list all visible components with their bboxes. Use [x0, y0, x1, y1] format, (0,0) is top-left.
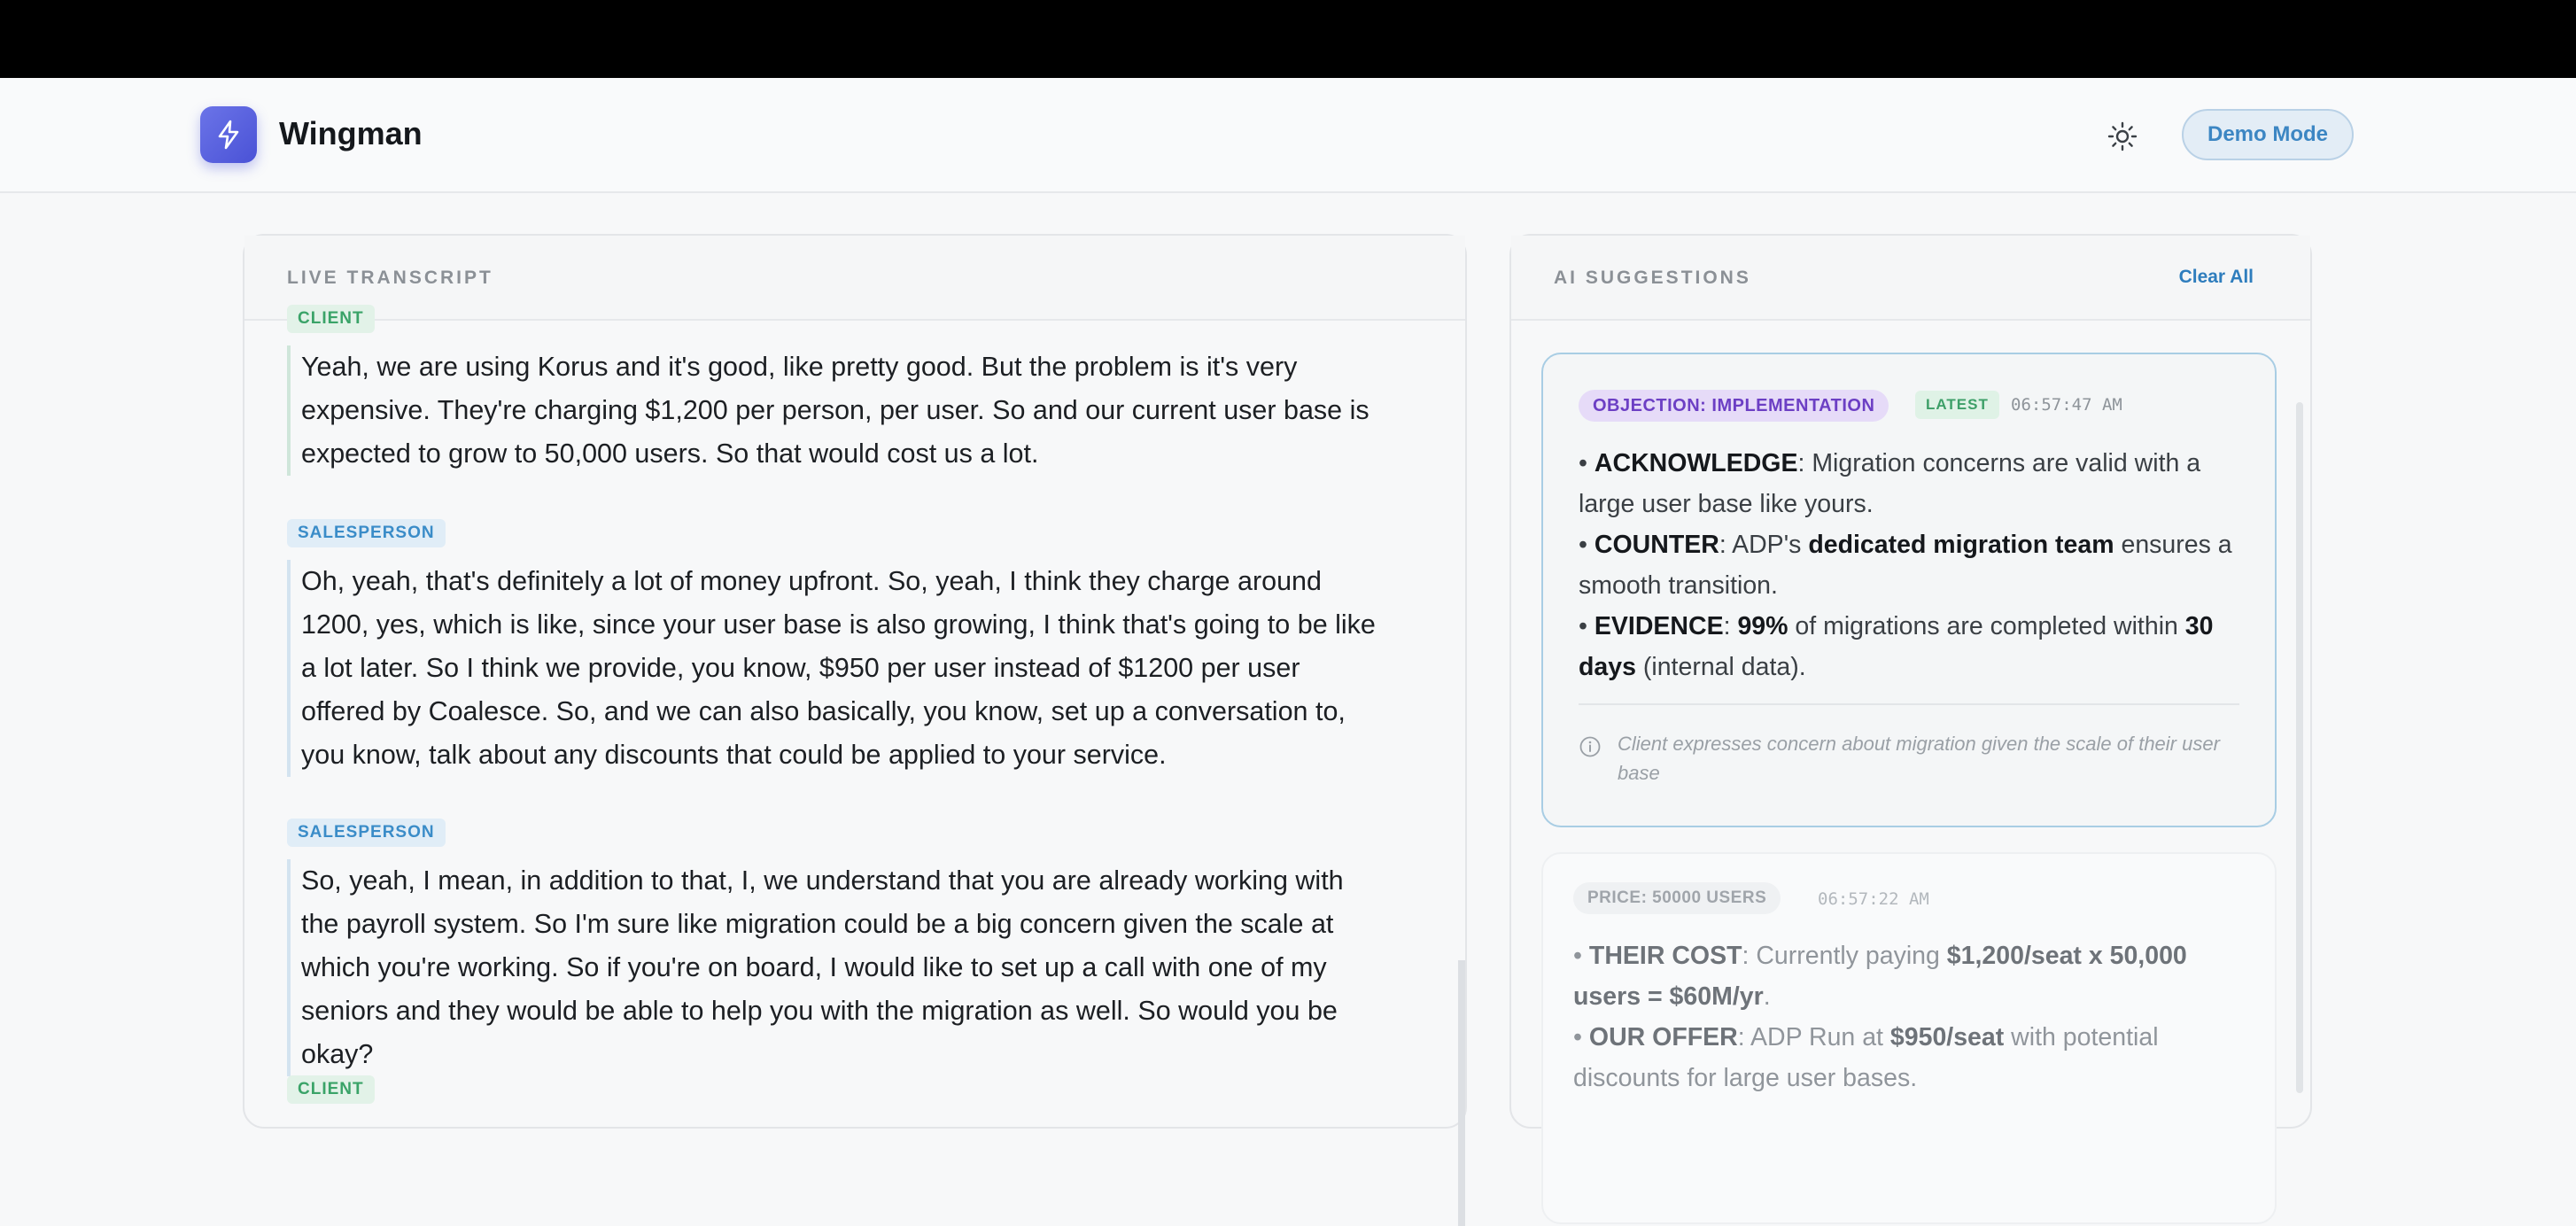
latest-badge: LATEST [1915, 391, 1999, 419]
bullet-their-cost: • THEIR COST: Currently paying $1,200/seat x 50,000 users = $60M/yr. [1573, 942, 2187, 1011]
bullet-our-offer: • OUR OFFER: ADP Run at $950/seat with potential discounts for large user bases. [1573, 1023, 2159, 1092]
suggestions-scroll-area[interactable] [1511, 322, 2310, 1127]
transcript-scroll-area[interactable] [244, 309, 1465, 1127]
speaker-badge-client: CLIENT [287, 1075, 375, 1104]
suggestion-timestamp: 06:57:22 AM [1818, 889, 1929, 909]
sun-icon [2107, 121, 2138, 151]
card-divider [1579, 703, 2239, 705]
live-transcript-panel [243, 234, 1467, 1129]
transcript-message: Yeah, we are using Korus and it's good, like pretty good. But the problem is it's very expensive. They're charging $1,200 per person, per user. So and our current user base is expected to grow to 50,000 users. So that would cost us a lot. [287, 345, 1385, 476]
bullet-evidence: • EVIDENCE: 99% of migrations are completed within 30 days (internal data). [1579, 612, 2214, 681]
suggestion-category-tag: OBJECTION: IMPLEMENTATION [1579, 390, 1889, 422]
transcript-scrollbar[interactable] [1458, 960, 1465, 1226]
ai-suggestions-panel [1509, 234, 2312, 1129]
suggestion-timestamp: 06:57:47 AM [2011, 395, 2122, 415]
suggestion-bullets [1573, 935, 2246, 1098]
speaker-badge-salesperson: SALESPERSON [287, 819, 446, 847]
top-black-bar [0, 0, 2576, 78]
speaker-badge-salesperson: SALESPERSON [287, 519, 446, 547]
transcript-message: So, yeah, I mean, in addition to that, I, we understand that you are already working with the payroll system. So I'm sure like migration could be a big concern given the scale at which you're working. So if you're on board, I would like to set up a call with one of my seniors and they would be able to help you with the migration as well. So would you be okay? [287, 859, 1385, 1076]
suggestion-bullets [1579, 443, 2252, 687]
app-header [0, 78, 2576, 193]
transcript-title: LIVE TRANSCRIPT [287, 268, 493, 288]
suggestions-title: AI SUGGESTIONS [1554, 268, 1751, 288]
speaker-badge-client: CLIENT [287, 305, 375, 333]
info-icon [1579, 735, 1602, 758]
theme-toggle-button[interactable] [2099, 113, 2145, 159]
suggestions-scrollbar[interactable] [2296, 402, 2303, 1093]
transcript-header [244, 236, 1465, 321]
clear-all-button[interactable]: Clear All [2178, 267, 2254, 287]
suggestion-card-latest[interactable] [1541, 353, 2277, 827]
suggestion-context-note: Client expresses concern about migration given the scale of their user base [1618, 733, 2220, 784]
transcript-message: Oh, yeah, that's definitely a lot of money upfront. So, yeah, I think they charge around 1200, yes, which is like, since your user base is also growing, I think that's going to be like a lot later. So I think we provide, you know, $950 per user instead of $1200 per user offered by Coalesce. So, and we can also basically, you know, set up a conversation to, you know, talk about any discounts that could be applied to your service. [287, 560, 1385, 777]
suggestion-card[interactable] [1541, 852, 2277, 1224]
suggestion-category-tag: PRICE: 50000 USERS [1573, 882, 1781, 914]
app-title: Wingman [279, 115, 423, 151]
bullet-acknowledge: • ACKNOWLEDGE: Migration concerns are valid with a large user base like yours. [1579, 449, 2201, 518]
demo-mode-button[interactable]: Demo Mode [2182, 109, 2354, 160]
app-logo [200, 106, 257, 163]
suggestions-header [1511, 236, 2310, 321]
bullet-counter: • COUNTER: ADP's dedicated migration team ensures a smooth transition. [1579, 531, 2232, 600]
lightning-icon [215, 120, 242, 150]
